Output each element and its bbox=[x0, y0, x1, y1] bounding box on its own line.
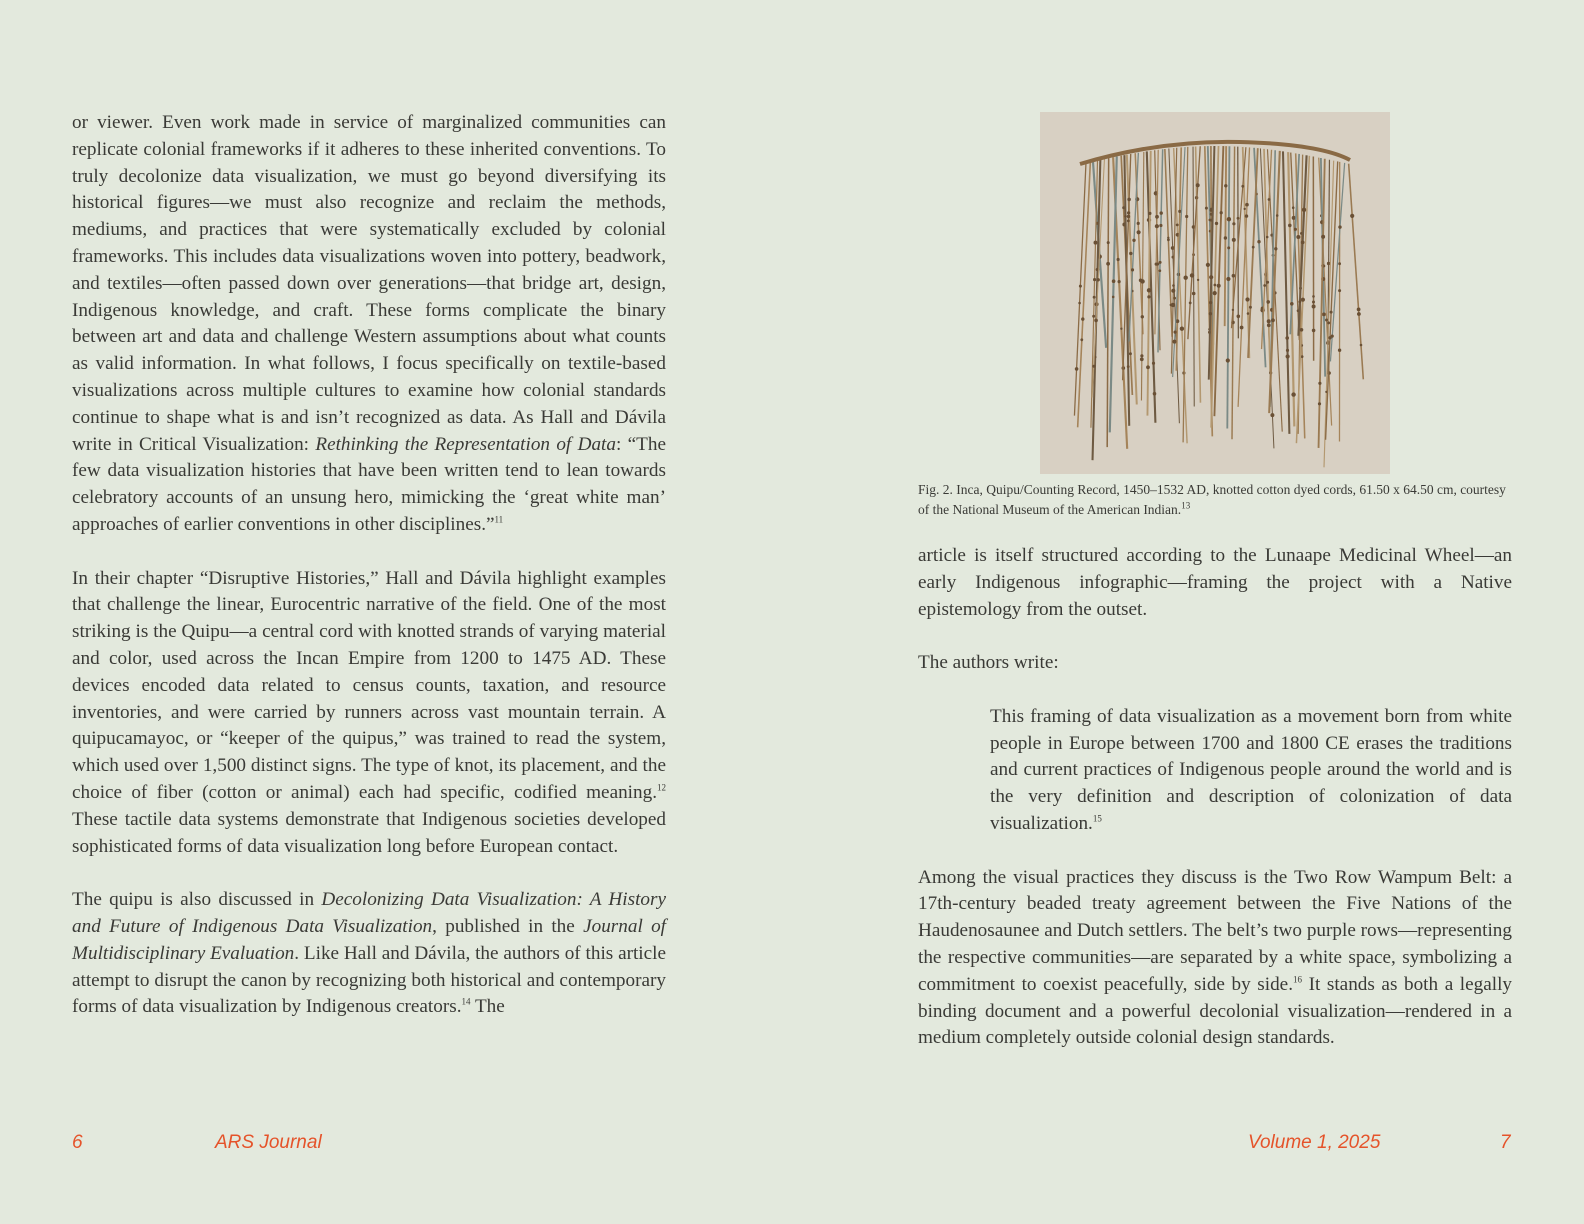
quipu-knot bbox=[1146, 365, 1150, 369]
quipu-knot bbox=[1190, 273, 1194, 277]
quipu-knot bbox=[1232, 238, 1236, 242]
quipu-illustration bbox=[1040, 112, 1390, 474]
quipu-knot bbox=[1312, 301, 1315, 304]
quipu-knot bbox=[1155, 263, 1158, 266]
quipu-knot bbox=[1159, 224, 1162, 227]
quipu-knot bbox=[1093, 296, 1096, 299]
quipu-knot bbox=[1094, 319, 1098, 323]
quipu-knot bbox=[1112, 296, 1115, 299]
quipu-knot bbox=[1286, 349, 1289, 352]
right-page-number: 7 bbox=[1500, 1132, 1511, 1153]
quipu-knot bbox=[1176, 224, 1179, 227]
quipu-knot bbox=[1137, 222, 1140, 225]
quipu-knot bbox=[1214, 284, 1217, 287]
quipu-knot bbox=[1184, 276, 1188, 280]
quipu-knot bbox=[1215, 222, 1218, 225]
quipu-knot bbox=[1276, 214, 1279, 217]
quipu-knot bbox=[1137, 230, 1141, 234]
quipu-knot bbox=[1268, 198, 1271, 201]
quipu-knot bbox=[1120, 328, 1122, 330]
left-paragraph-2: In their chapter “Disruptive Histories,” Hall and Dávila highlight examples that challenge the linear, Eurocentric narrative of the field. One of the most striking is the Quipu—a central cord with knotted strands of varying material and color, used across the Incan Empire from 1200 to 1475 AD. These devices encoded data related to census counts, taxation, and resource inventories, and were carried by runners across vast mountain terrain. A quipucamayoc, or “keeper of the quipus,” was trained to read the system, which used over 1,500 distinct signs. The type of knot, its placement, and the choice of fiber (cotton or animal) each had specific, codified meaning.$^{12}$ These tactile data systems demonstrate that Indigenous societies developed sophisticated forms of data visualization long before European contact. bbox=[72, 567, 666, 857]
quipu-knot bbox=[1127, 198, 1131, 202]
quipu-knot bbox=[1266, 300, 1270, 304]
quipu-knot bbox=[1301, 355, 1304, 358]
quipu-knot bbox=[1302, 208, 1306, 212]
quipu-knot bbox=[1174, 331, 1177, 334]
quipu-knot bbox=[1075, 367, 1079, 371]
quipu-knot bbox=[1327, 321, 1330, 324]
quipu-knot bbox=[1132, 239, 1135, 242]
quipu-knot bbox=[1357, 312, 1361, 316]
quipu-knot bbox=[1140, 279, 1144, 283]
quipu-knot bbox=[1301, 298, 1305, 302]
quipu-knot bbox=[1290, 302, 1294, 306]
left-text-column bbox=[72, 110, 666, 1048]
quipu-knot bbox=[1147, 295, 1150, 298]
quipu-knot bbox=[1118, 280, 1121, 283]
left-paragraph-1: or viewer. Even work made in service of marginalized communities can replicate colonial frameworks if it adheres to these inherited conventions. To truly decolonize data visualization, we must go beyond diversifying its historical figures—we must also recognize and reclaim the methods, mediums, and practices that were systematically excluded by colonial frameworks. This includes data visualizations woven into pottery, beadwork, and textiles—often passed down over generations—that bridge art, design, Indigenous knowledge, and craft. These forms complicate the binary between art and data and challenge Western assumptions about what counts as valid information. In what follows, I focus specifically on textile-based visualizations across multiple cultures to examine how colonial standards continue to shape what is and isn’t recognized as data. As Hall and Dávila write in Critical Visualization: Rethinking the Representation of Data: “The few data visualization histories that have been written tend to lean towards celebratory accounts of an unsung hero, mimicking the ‘great white man’ approaches of earlier conventions in other disciplines.”$^{11}$ bbox=[72, 112, 666, 535]
quipu-knot bbox=[1267, 319, 1271, 323]
quipu-knot bbox=[1127, 211, 1130, 214]
quipu-knot bbox=[1244, 208, 1246, 210]
quipu-knot bbox=[1180, 327, 1184, 331]
quipu-knot bbox=[1078, 302, 1081, 305]
quipu-knot bbox=[1129, 252, 1132, 255]
quipu-knot bbox=[1237, 217, 1240, 220]
quipu-knot bbox=[1129, 352, 1132, 355]
quipu-knot bbox=[1197, 279, 1199, 281]
quipu-knot bbox=[1205, 207, 1208, 210]
quipu-knot bbox=[1263, 284, 1266, 287]
quipu-knot bbox=[1106, 262, 1110, 266]
quipu-knot bbox=[1209, 312, 1212, 315]
right-paragraph-1: article is itself structured according to the Lunaape Medicinal Wheel—an early Indigenous infographic—framing the project with a Native epistemology from the outset. bbox=[918, 545, 1512, 620]
quipu-knot bbox=[1155, 224, 1159, 228]
quipu-knot bbox=[1224, 236, 1227, 239]
quipu-knot bbox=[1213, 291, 1217, 295]
quipu-knot bbox=[1312, 295, 1315, 298]
quipu-knot bbox=[1140, 354, 1143, 357]
right-paragraph-2: The authors write: bbox=[918, 652, 1059, 674]
quipu-knot bbox=[1338, 225, 1341, 228]
quipu-knot bbox=[1292, 206, 1295, 209]
quipu-knot bbox=[1331, 335, 1334, 338]
quipu-knot bbox=[1153, 392, 1157, 396]
quipu-knot bbox=[1237, 315, 1241, 319]
quipu-knot bbox=[1171, 289, 1175, 293]
quipu-knot bbox=[1155, 215, 1159, 219]
quipu-knot bbox=[1127, 365, 1130, 368]
quipu-knot bbox=[1159, 269, 1162, 272]
quipu-knot bbox=[1274, 247, 1277, 250]
quipu-knot bbox=[1350, 214, 1354, 218]
quipu-figure-image bbox=[1040, 112, 1390, 474]
quipu-knot bbox=[1206, 263, 1210, 267]
quipu-knot bbox=[1247, 312, 1250, 315]
quipu-knot bbox=[1321, 235, 1325, 239]
quipu-knot bbox=[1196, 183, 1200, 187]
quipu-knot bbox=[1112, 279, 1116, 283]
quipu-knot bbox=[1299, 300, 1302, 303]
quipu-knot bbox=[1294, 228, 1297, 231]
quipu-knot bbox=[1338, 349, 1341, 352]
quipu-knot bbox=[1227, 217, 1231, 221]
quipu-knot bbox=[1301, 241, 1305, 245]
quipu-knot bbox=[1249, 306, 1252, 309]
quipu-knot bbox=[1232, 274, 1236, 278]
quipu-knot bbox=[1080, 338, 1083, 341]
left-paragraph-3: The quipu is also discussed in Decolonizing Data Visualization: A History and Future of Indigenous Data Visualization, published in the Journal of Multidisciplinary Evaluation. Like Hall and Dávila, the authors of this article attempt to disrupt the canon by recognizing both historical and contemporary forms of data visualization by Indigenous creators.$^{14}$ The bbox=[72, 889, 667, 1018]
quipu-knot bbox=[1127, 215, 1130, 218]
quipu-knot bbox=[1296, 235, 1300, 239]
figure-caption-text: Fig. 2. Inca, Quipu/Counting Record, 1450–1532 AD, knotted cotton dyed cords, 61.50 x 64.50 cm, courtesy of the National Museum of the American Indian. bbox=[918, 482, 1506, 517]
right-text-column bbox=[918, 543, 1512, 1079]
quipu-knot bbox=[1209, 301, 1212, 304]
quipu-knot bbox=[1092, 365, 1095, 368]
quipu-knot bbox=[1124, 215, 1127, 218]
quipu-knot bbox=[1285, 336, 1289, 340]
quipu-knot bbox=[1291, 392, 1295, 396]
quipu-knot bbox=[1224, 184, 1227, 187]
quipu-knot bbox=[1117, 258, 1120, 261]
quipu-knot bbox=[1226, 358, 1230, 362]
quipu-knot bbox=[1185, 215, 1188, 218]
quipu-knot bbox=[1240, 326, 1244, 330]
quipu-knot bbox=[1152, 362, 1155, 365]
quipu-knot bbox=[1079, 285, 1082, 288]
quipu-knot bbox=[1300, 328, 1304, 332]
quipu-knot bbox=[1173, 340, 1176, 343]
quipu-knot bbox=[1312, 329, 1316, 333]
quipu-knot bbox=[1232, 222, 1235, 225]
quipu-knot bbox=[1270, 413, 1274, 417]
quipu-knot bbox=[1220, 211, 1223, 214]
quipu-knot bbox=[1360, 344, 1363, 347]
quipu-knot bbox=[1131, 268, 1134, 271]
quipu-knot bbox=[1330, 311, 1333, 314]
quipu-knot bbox=[1097, 278, 1100, 281]
quipu-knot bbox=[1267, 323, 1271, 327]
figure-caption-note: 13 bbox=[1181, 500, 1191, 511]
quipu-knot bbox=[1217, 284, 1221, 288]
quipu-knot bbox=[1159, 261, 1162, 264]
journal-name: ARS Journal bbox=[215, 1132, 322, 1153]
quipu-knot bbox=[1241, 185, 1244, 188]
quipu-knot bbox=[1141, 315, 1144, 318]
quipu-knot bbox=[1266, 236, 1269, 239]
quipu-knot bbox=[1167, 237, 1169, 239]
quipu-knot bbox=[1148, 212, 1151, 215]
quipu-knot bbox=[1245, 203, 1249, 207]
quipu-knot bbox=[1140, 357, 1144, 361]
quipu-knot bbox=[1094, 241, 1098, 245]
left-page-number: 6 bbox=[72, 1132, 83, 1153]
figure-caption bbox=[918, 480, 1512, 520]
quipu-knot bbox=[1209, 275, 1213, 279]
quipu-knot bbox=[1171, 303, 1175, 307]
quipu-knot bbox=[1147, 288, 1151, 292]
quipu-knot bbox=[1172, 284, 1175, 287]
quipu-knot bbox=[1288, 224, 1292, 228]
quipu-knot bbox=[1271, 318, 1275, 322]
quipu-knot bbox=[1245, 214, 1248, 217]
quipu-knot bbox=[1226, 277, 1230, 281]
quipu-knot bbox=[1092, 315, 1095, 318]
quipu-knot bbox=[1093, 278, 1096, 281]
quipu-knot bbox=[1357, 308, 1361, 312]
quipu-knot bbox=[1325, 319, 1328, 322]
quipu-knot bbox=[1286, 354, 1290, 358]
quipu-knot bbox=[1318, 402, 1321, 405]
volume-label: Volume 1, 2025 bbox=[1248, 1132, 1381, 1153]
quipu-knot bbox=[1312, 305, 1316, 309]
quipu-knot bbox=[1227, 246, 1230, 249]
quipu-knot bbox=[1266, 281, 1269, 284]
block-quote: This framing of data visualization as a movement born from white people in Europe between 1700 and 1800 CE erases the traditions and current practices of Indigenous people around the world and is the very definition and description of colonization of data visualization.$^{15}$ bbox=[990, 705, 1512, 834]
quipu-knot bbox=[1252, 246, 1255, 249]
quipu-knot bbox=[1322, 313, 1326, 317]
quipu-knot bbox=[1338, 262, 1341, 265]
quipu-knot bbox=[1338, 289, 1341, 292]
quipu-knot bbox=[1127, 220, 1130, 223]
quipu-knot bbox=[1327, 262, 1330, 265]
quipu-knot bbox=[1160, 211, 1163, 214]
quipu-knot bbox=[1189, 302, 1192, 305]
quipu-knot bbox=[1245, 297, 1249, 301]
quipu-knot bbox=[1192, 292, 1196, 296]
quipu-knot bbox=[1318, 382, 1321, 385]
quipu-knot bbox=[1257, 240, 1260, 243]
quipu-knot bbox=[1232, 309, 1234, 311]
right-paragraph-4: Among the visual practices they discuss is the Two Row Wampum Belt: a 17th-century beaded treaty agreement between the Five Nations of the Haudenosaunee and Dutch settlers. The belt’s two purple rows—representing the respective communities—are separated by a white space, symbolizing a commitment to coexist peacefully, side by side.$^{16}$ It stands as both a legally binding document and a powerful decolonial visualization—rendered in a medium completely outside colonial design standards. bbox=[918, 866, 1512, 1049]
quipu-knot bbox=[1107, 241, 1110, 244]
quipu-knot bbox=[1081, 317, 1084, 320]
